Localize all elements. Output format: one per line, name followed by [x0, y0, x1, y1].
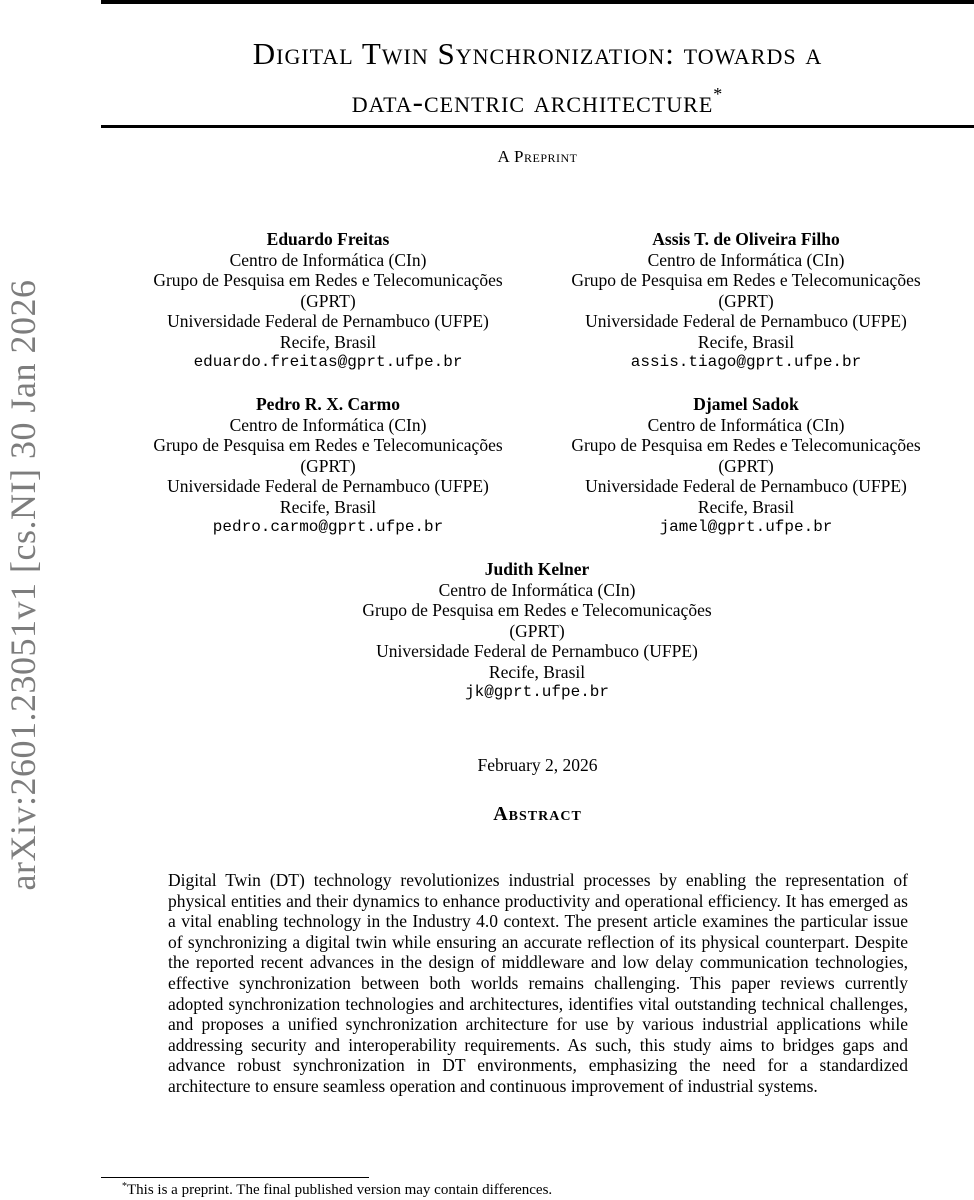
author-group-abbr: (GPRT) [300, 455, 356, 476]
author-department: Centro de Informática (CIn) [647, 414, 845, 435]
author-group: Grupo de Pesquisa em Redes e Telecomunicações [571, 270, 921, 290]
abstract-heading: Abstract [493, 803, 582, 825]
author-block [118, 229, 538, 373]
author-email[interactable]: pedro.carmo@gprt.ufpe.br [212, 518, 444, 536]
author-email[interactable]: assis.tiago@gprt.ufpe.br [630, 353, 862, 371]
author-name: Judith Kelner [484, 559, 590, 579]
publication-date: February 2, 2026 [477, 755, 598, 775]
preprint-label: A Preprint [497, 147, 578, 166]
author-email[interactable]: jk@gprt.ufpe.br [464, 683, 610, 701]
author-group-abbr: (GPRT) [300, 290, 356, 311]
title-line-2: data-centric architecture [351, 84, 714, 119]
author-group: Grupo de Pesquisa em Redes e Telecomunicações [153, 435, 503, 455]
author-university: Universidade Federal de Pernambuco (UFPE) [167, 311, 489, 331]
author-block [536, 394, 956, 538]
author-email[interactable]: eduardo.freitas@gprt.ufpe.br [193, 353, 463, 371]
author-department: Centro de Informática (CIn) [229, 414, 427, 435]
author-city: Recife, Brasil [697, 331, 795, 352]
author-group: Grupo de Pesquisa em Redes e Telecomunicações [571, 435, 921, 455]
author-city: Recife, Brasil [697, 496, 795, 517]
author-city: Recife, Brasil [488, 661, 586, 682]
author-university: Universidade Federal de Pernambuco (UFPE) [585, 311, 907, 331]
title-line-1: Digital Twin Synchronization: towards a [252, 36, 823, 71]
author-university: Universidade Federal de Pernambuco (UFPE) [167, 476, 489, 496]
footnote-rule [101, 1177, 369, 1178]
footnote-text: This is a preprint. The final published version may contain differences. [127, 1182, 553, 1198]
author-department: Centro de Informática (CIn) [229, 249, 427, 270]
footnote [122, 1182, 552, 1199]
author-block [327, 559, 747, 703]
abstract-text: Digital Twin (DT) technology revolutionizes industrial processes by enabling the representation of physical entities and their dynamics to enhance productivity and operational efficiency. It has emerged as a vital enabling technology in the Industry 4.0 context. The present article examines the particular issue of synchronizing a digital twin while ensuring an accurate reflection of its physical counterpart. Despite the reported recent advances in the design of middleware and low delay communication technologies, effective synchronization between both worlds remains challenging. This paper reviews currently adopted synchronization technologies and architectures, identifies vital outstanding technical challenges, and proposes a unified synchronization architecture for use by various industrial applications while addressing security and interoperability requirements. As such, this study aims to bridges gaps and advance robust synchronization in DT environments, emphasizing the need for a standardized architecture to ensure seamless operation and continuous improvement of industrial systems. [168, 870, 908, 1096]
author-city: Recife, Brasil [279, 496, 377, 517]
author-name: Djamel Sadok [693, 394, 799, 414]
footnote-mark: * [122, 1181, 127, 1192]
author-department: Centro de Informática (CIn) [647, 249, 845, 270]
author-group: Grupo de Pesquisa em Redes e Telecomunicações [153, 270, 503, 290]
author-name: Pedro R. X. Carmo [255, 394, 401, 414]
title-top-rule [101, 0, 974, 4]
author-name: Eduardo Freitas [266, 229, 390, 249]
author-email[interactable]: jamel@gprt.ufpe.br [659, 518, 833, 536]
author-group-abbr: (GPRT) [718, 455, 774, 476]
author-university: Universidade Federal de Pernambuco (UFPE) [585, 476, 907, 496]
title-bottom-rule [101, 125, 974, 128]
author-city: Recife, Brasil [279, 331, 377, 352]
author-name: Assis T. de Oliveira Filho [652, 229, 840, 249]
author-block [536, 229, 956, 373]
author-block [118, 394, 538, 538]
paper-title [101, 30, 974, 126]
title-footnote-mark: * [713, 84, 724, 104]
author-group-abbr: (GPRT) [718, 290, 774, 311]
author-group: Grupo de Pesquisa em Redes e Telecomunicações [362, 600, 712, 620]
arxiv-stamp-text: arXiv:2601.23051v1 [cs.NI] 30 Jan 2026 [3, 279, 43, 891]
author-department: Centro de Informática (CIn) [438, 579, 636, 600]
author-university: Universidade Federal de Pernambuco (UFPE) [376, 641, 698, 661]
author-group-abbr: (GPRT) [509, 620, 565, 641]
